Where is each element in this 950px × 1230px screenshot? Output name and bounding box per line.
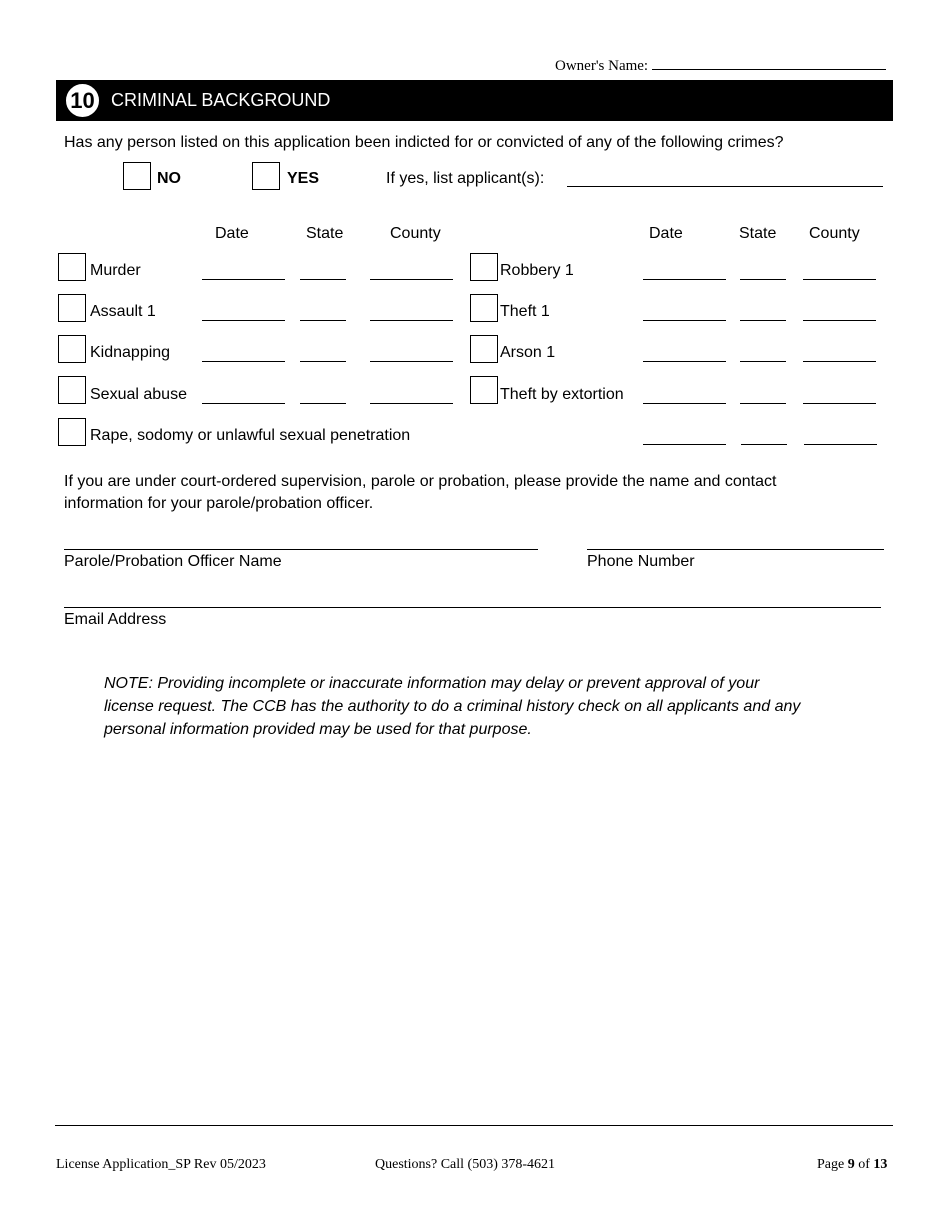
state-header-left: State xyxy=(306,225,344,242)
page-total: 13 xyxy=(873,1157,888,1172)
yes-checkbox[interactable] xyxy=(252,162,280,190)
no-checkbox[interactable] xyxy=(123,162,151,190)
email-address-line[interactable] xyxy=(64,607,881,608)
crime-label-rape: Rape, sodomy or unlawful sexual penetration xyxy=(90,427,411,444)
county-header-left: County xyxy=(390,225,441,242)
arson-checkbox[interactable] xyxy=(470,335,498,363)
yes-label: YES xyxy=(287,170,320,187)
footer-form-id: License Application_SP Rev 05/2023 xyxy=(56,1157,266,1172)
section-header xyxy=(56,80,893,121)
supervision-text-line1: If you are under court-ordered supervision, parole or probation, please provide the name and contact xyxy=(64,473,777,490)
arson-state-line[interactable] xyxy=(740,361,786,362)
email-address-label: Email Address xyxy=(64,611,167,628)
crime-label-extortion: Theft by extortion xyxy=(500,386,624,403)
robbery-checkbox[interactable] xyxy=(470,253,498,281)
page-prefix: Page xyxy=(817,1157,845,1172)
sexual-abuse-date-line[interactable] xyxy=(202,403,285,404)
crime-label-murder: Murder xyxy=(90,262,141,279)
murder-checkbox[interactable] xyxy=(58,253,86,281)
officer-name-label: Parole/Probation Officer Name xyxy=(64,553,282,570)
applicants-line[interactable] xyxy=(567,186,883,187)
phone-number-line[interactable] xyxy=(587,549,884,550)
note-line3: personal information provided may be used for that purpose. xyxy=(104,721,532,738)
rape-state-line[interactable] xyxy=(741,444,787,445)
crime-label-arson: Arson 1 xyxy=(500,344,556,361)
rape-county-line[interactable] xyxy=(804,444,877,445)
theft-state-line[interactable] xyxy=(740,320,786,321)
sexual-abuse-checkbox[interactable] xyxy=(58,376,86,404)
arson-date-line[interactable] xyxy=(643,361,726,362)
theft-checkbox[interactable] xyxy=(470,294,498,322)
sexual-abuse-county-line[interactable] xyxy=(370,403,453,404)
assault-state-line[interactable] xyxy=(300,320,346,321)
applicants-label: If yes, list applicant(s): xyxy=(386,170,545,187)
page-of: of xyxy=(858,1157,870,1172)
footer-divider xyxy=(55,1125,893,1126)
footer-phone: Questions? Call (503) 378-4621 xyxy=(375,1157,556,1172)
crime-label-assault: Assault 1 xyxy=(90,303,156,320)
note-line2: license request. The CCB has the authority to do a criminal history check on all applicants and any xyxy=(104,698,801,715)
crime-label-sexual-abuse: Sexual abuse xyxy=(90,386,187,403)
kidnapping-state-line[interactable] xyxy=(300,361,346,362)
rape-date-line[interactable] xyxy=(643,444,726,445)
murder-state-line[interactable] xyxy=(300,279,346,280)
date-header-left: Date xyxy=(215,225,249,242)
kidnapping-county-line[interactable] xyxy=(370,361,453,362)
assault-county-line[interactable] xyxy=(370,320,453,321)
date-header-right: Date xyxy=(649,225,683,242)
crime-label-kidnapping: Kidnapping xyxy=(90,344,171,361)
robbery-county-line[interactable] xyxy=(803,279,876,280)
kidnapping-date-line[interactable] xyxy=(202,361,285,362)
footer-page-number xyxy=(817,1157,887,1173)
extortion-county-line[interactable] xyxy=(803,403,876,404)
crime-question: Has any person listed on this application been indicted for or convicted of any of the following crimes? xyxy=(64,134,784,151)
robbery-state-line[interactable] xyxy=(740,279,786,280)
owner-name-field[interactable] xyxy=(555,56,886,75)
crime-label-robbery: Robbery 1 xyxy=(500,262,574,279)
county-header-right: County xyxy=(809,225,860,242)
extortion-checkbox[interactable] xyxy=(470,376,498,404)
state-header-right: State xyxy=(739,225,777,242)
assault-date-line[interactable] xyxy=(202,320,285,321)
owner-name-line[interactable] xyxy=(652,56,886,70)
robbery-date-line[interactable] xyxy=(643,279,726,280)
section-number: 10 xyxy=(64,82,101,119)
phone-number-label: Phone Number xyxy=(587,553,695,570)
extortion-state-line[interactable] xyxy=(740,403,786,404)
page-current: 9 xyxy=(847,1157,855,1172)
owner-name-label: Owner's Name: xyxy=(555,58,649,74)
supervision-text-line2: information for your parole/probation officer. xyxy=(64,495,374,512)
section-title: CRIMINAL BACKGROUND xyxy=(111,90,331,110)
murder-date-line[interactable] xyxy=(202,279,285,280)
rape-checkbox[interactable] xyxy=(58,418,86,446)
officer-name-line[interactable] xyxy=(64,549,538,550)
theft-county-line[interactable] xyxy=(803,320,876,321)
assault-checkbox[interactable] xyxy=(58,294,86,322)
kidnapping-checkbox[interactable] xyxy=(58,335,86,363)
no-label: NO xyxy=(157,170,181,187)
note-line1: NOTE: Providing incomplete or inaccurate information may delay or prevent approval of your xyxy=(104,675,760,692)
extortion-date-line[interactable] xyxy=(643,403,726,404)
murder-county-line[interactable] xyxy=(370,279,453,280)
arson-county-line[interactable] xyxy=(803,361,876,362)
theft-date-line[interactable] xyxy=(643,320,726,321)
crime-label-theft: Theft 1 xyxy=(500,303,550,320)
sexual-abuse-state-line[interactable] xyxy=(300,403,346,404)
